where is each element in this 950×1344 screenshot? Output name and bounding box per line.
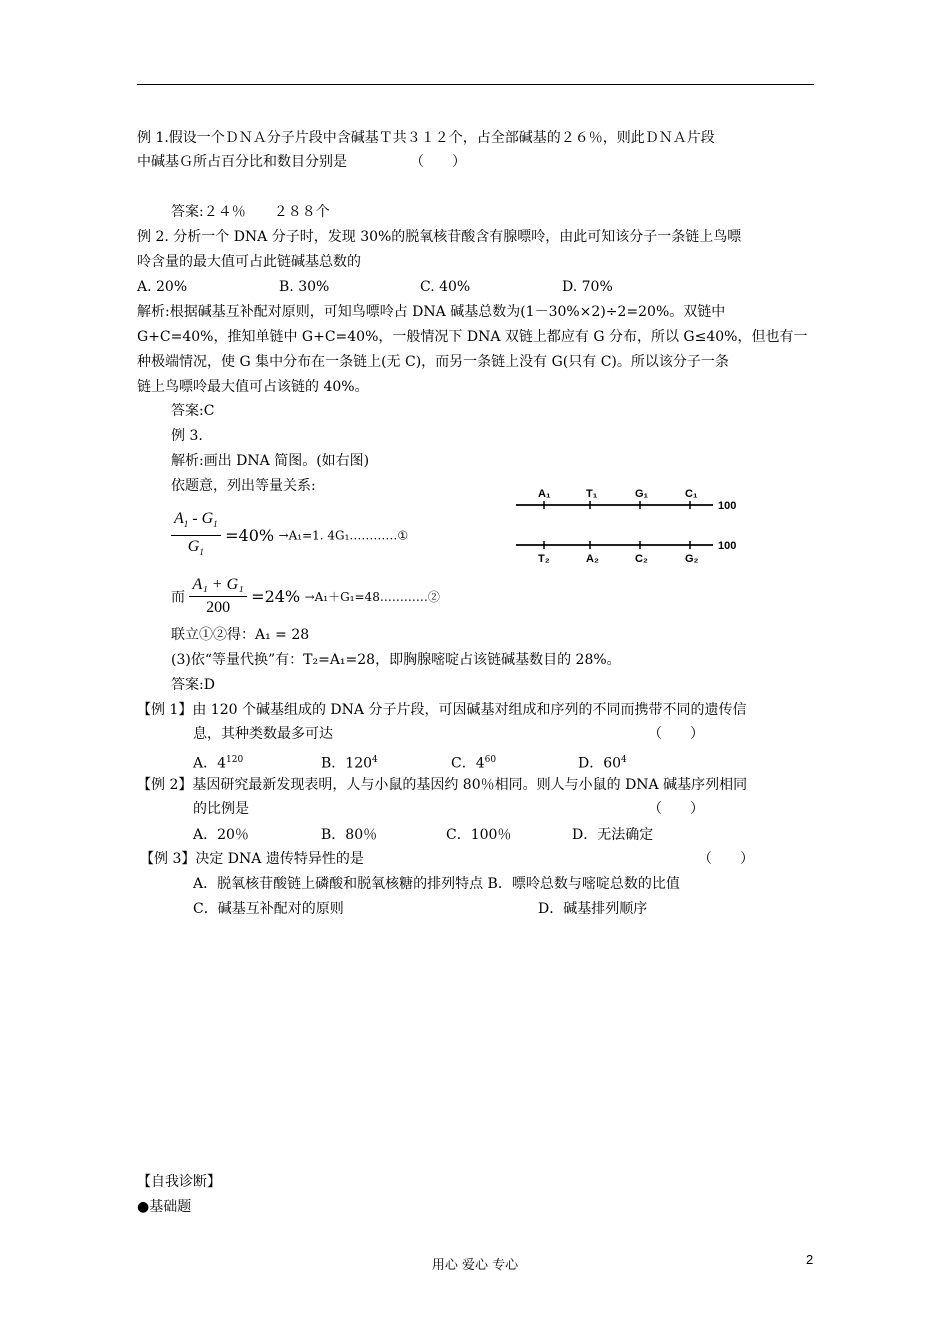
equation-1 xyxy=(171,508,408,563)
ex3-analysis: 解析:画出 DNA 简图。(如右图) xyxy=(171,453,370,469)
practice3-line1: 【例 3】决定 DNA 遗传特异性的是 xyxy=(140,851,364,867)
practice2-line2: 的比例是 xyxy=(193,801,249,817)
ex2-option-a: A. 20% xyxy=(137,279,188,295)
ex1-answer: 答案:２４％ ２８８个 xyxy=(171,204,330,220)
ex2-explain-line3: 种极端情况，使 G 集中分布在一条链上(无 C)，而另一条链上没有 G(只有 C)。所以该分子一条 xyxy=(137,354,729,370)
practice2-option-a: A．20％ xyxy=(193,827,249,843)
practice2-option-b: B．80％ xyxy=(321,827,378,843)
label-a1: A₁ xyxy=(538,488,551,500)
practice2-paren: （ ） xyxy=(648,801,704,817)
fraction-1: $\frac{A_1 - G_1}{G_1}$ xyxy=(171,508,221,563)
practice3-option-ab: A．脱氧核苷酸链上磷酸和脱氧核糖的排列特点 B．嘌呤总数与嘧啶总数的比值 xyxy=(193,876,680,892)
practice1-option-a: A．$4^{120}$ xyxy=(193,755,244,772)
practice2-option-d: D．无法确定 xyxy=(572,827,654,843)
practice1-line2: 息，其种类数最多可达 xyxy=(193,726,333,742)
ex2-option-b: B. 30% xyxy=(279,279,330,295)
ex3-step3: (3)依“等量代换”有：T₂=A₁=28，即胸腺嘧啶占该链碱基数目的 28%。 xyxy=(171,652,621,668)
ex3-title: 例 3. xyxy=(171,428,203,444)
self-diagnosis-heading: 【自我诊断】 xyxy=(137,1174,221,1190)
strand-1-end: 100 xyxy=(718,500,737,512)
ex3-intro: 依题意，列出等量关系: xyxy=(171,478,316,494)
practice3-option-c: C．碱基互补配对的原则 xyxy=(193,901,344,917)
ex2-explain-line1: 解析:根据碱基互补配对原则，可知鸟嘌呤占 DNA 碱基总数为(1－30%×2)÷2=20%。双链中 xyxy=(137,304,726,320)
equation-2-eq: =24% xyxy=(251,587,301,606)
fraction-2: $\frac{\text{A₁ + G₁}}{200}$ xyxy=(189,574,246,619)
ex1-question-line2: 中碱基Ｇ所占百分比和数目分别是 （ ） xyxy=(137,154,466,170)
label-g2: G₂ xyxy=(685,553,699,565)
ex2-answer: 答案:C xyxy=(171,403,215,419)
practice1-option-c: C．$4^{60}$ xyxy=(451,755,497,772)
label-a2: A₂ xyxy=(586,553,599,565)
practice1-paren: （ ） xyxy=(648,726,704,742)
practice1-option-b: B．$120^4$ xyxy=(321,755,378,772)
footer-text: 用心 爱心 专心 xyxy=(431,1258,519,1273)
practice2-option-c: C．100％ xyxy=(446,827,512,843)
practice1-option-d: D．$60^4$ xyxy=(578,755,627,772)
page-number: 2 xyxy=(806,1252,814,1267)
ex2-explain-line2: G+C=40%，推知单链中 G+C=40%，一般情况下 DNA 双链上都应有 G 分布，所以 G≤40%，但也有一 xyxy=(137,329,808,345)
ex2-option-d: D. 70% xyxy=(562,279,613,295)
label-g1: G₁ xyxy=(635,488,649,500)
strand-2-end: 100 xyxy=(718,540,737,552)
ex3-answer: 答案:D xyxy=(171,677,215,693)
ex1-question-line1: 例 1.假设一个ＤＮＡ分子片段中含碱基Ｔ共３１２个，占全部碱基的２６％，则此ＤＮＡ片段 xyxy=(137,130,715,146)
ex3-combine: 联立①②得：A₁ = 28 xyxy=(171,627,310,643)
label-c1: C₁ xyxy=(685,488,698,500)
practice3-paren: （ ） xyxy=(698,851,754,867)
equation-1-eq: =40% xyxy=(225,526,275,546)
equation-2 xyxy=(171,574,440,619)
dna-strand-diagram xyxy=(508,482,748,570)
header-rule xyxy=(137,84,814,85)
practice2-line1: 【例 2】基因研究最新发现表明，人与小鼠的基因约 80％相同。则人与小鼠的 DNA 碱基序列相同 xyxy=(137,777,748,793)
ex2-question-line1: 例 2. 分析一个 DNA 分子时，发现 30%的脱氧核苷酸含有腺嘌呤，由此可知该分子一条链上鸟嘌 xyxy=(137,229,742,245)
label-c2: C₂ xyxy=(635,553,648,565)
basic-questions-heading: ●基础题 xyxy=(137,1199,192,1215)
ex2-option-c: C. 40% xyxy=(420,279,471,295)
ex2-explain-line4: 链上鸟嘌呤最大值可占该链的 40%。 xyxy=(137,379,369,395)
ex2-question-line2: 呤含量的最大值可占此链碱基总数的 xyxy=(137,254,361,270)
label-t1: T₁ xyxy=(586,488,598,500)
equation-2-lead: 而 xyxy=(171,589,185,606)
label-t2: T₂ xyxy=(538,553,550,565)
practice3-option-d: D．碱基排列顺序 xyxy=(538,901,648,917)
equation-1-result: →A₁=1. 4G₁…………① xyxy=(278,528,409,543)
equation-2-result: →A₁＋G₁=48…………② xyxy=(304,590,440,604)
practice1-line1: 【例 1】由 120 个碱基组成的 DNA 分子片段，可因碱基对组成和序列的不同而携带不同的遗传信 xyxy=(137,702,747,718)
